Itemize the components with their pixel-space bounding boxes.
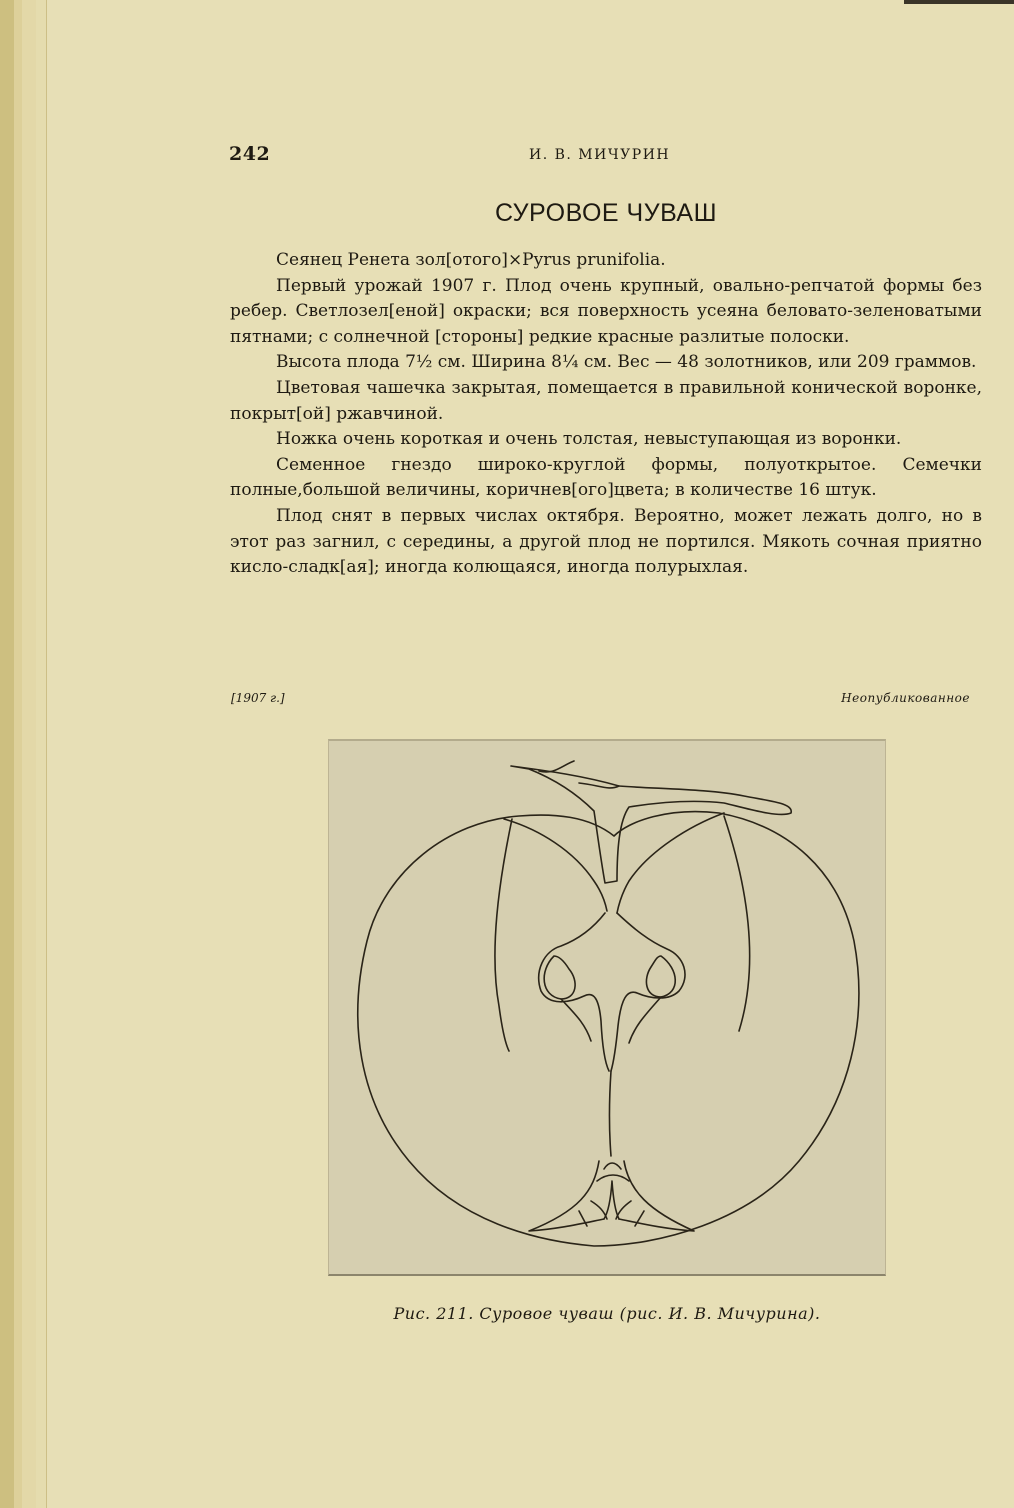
seed xyxy=(646,956,675,997)
top-edge-mark xyxy=(904,0,1014,4)
page-number: 242 xyxy=(229,143,271,165)
paragraph: Плод снят в первых числах октября. Вероятно, может лежать долго, но в этот раз загнил, с середины, а другой плод не портился. Мякоть сочная приятно кисло-сладк[ая]; иногда колющаяся, иногда полурыхлая. xyxy=(230,505,982,578)
seed xyxy=(544,956,575,999)
stem-cavity xyxy=(504,819,607,911)
book-edge xyxy=(36,0,47,1508)
paragraph: Семенное гнездо широко-круглой формы, полуоткрытое. Семечки полные,большой величины, коричнев[ого]цвета; в количестве 16 штук. xyxy=(230,454,982,501)
book-edge xyxy=(22,0,37,1508)
article-title: СУРОВОЕ ЧУВАШ xyxy=(494,199,718,227)
paragraph: Цветовая чашечка закрытая, помещается в правильной конической воронке, покрыт[ой] ржавчиной. xyxy=(230,377,982,424)
paragraph: Ножка очень короткая и очень толстая, невыступающая из воронки. xyxy=(276,429,902,450)
article-body xyxy=(230,248,982,581)
publication-status: Неопубликованное xyxy=(841,691,970,705)
fruit-outline xyxy=(358,812,859,1246)
stem xyxy=(511,766,791,883)
paragraph: Сеянец Ренета зол[отого]×Pyrus prunifolia. xyxy=(276,250,666,270)
figure-caption: Рис. 211. Суровое чуваш (рис. И. В. Мичурина). xyxy=(393,1304,821,1323)
book-edge xyxy=(0,0,14,1508)
calyx xyxy=(610,1071,612,1156)
apple-illustration xyxy=(328,739,886,1276)
date-note: [1907 г.] xyxy=(231,691,285,705)
running-head: И. В. МИЧУРИН xyxy=(529,147,671,163)
paragraph: Первый урожай 1907 г. Плод очень крупный, овально-репчатой формы без ребер. Светлозел[еной] окраски; вся поверхность усеяна беловато-зеленоватыми пятнами; с солнечной [стороны] редкие красные разлитые полоски. xyxy=(230,275,982,347)
paragraph: Высота плода 7½ см. Ширина 8¼ см. Вес — 48 золотников, или 209 граммов. xyxy=(276,352,977,373)
core-line xyxy=(495,819,512,1051)
apple-drawing xyxy=(329,741,885,1274)
